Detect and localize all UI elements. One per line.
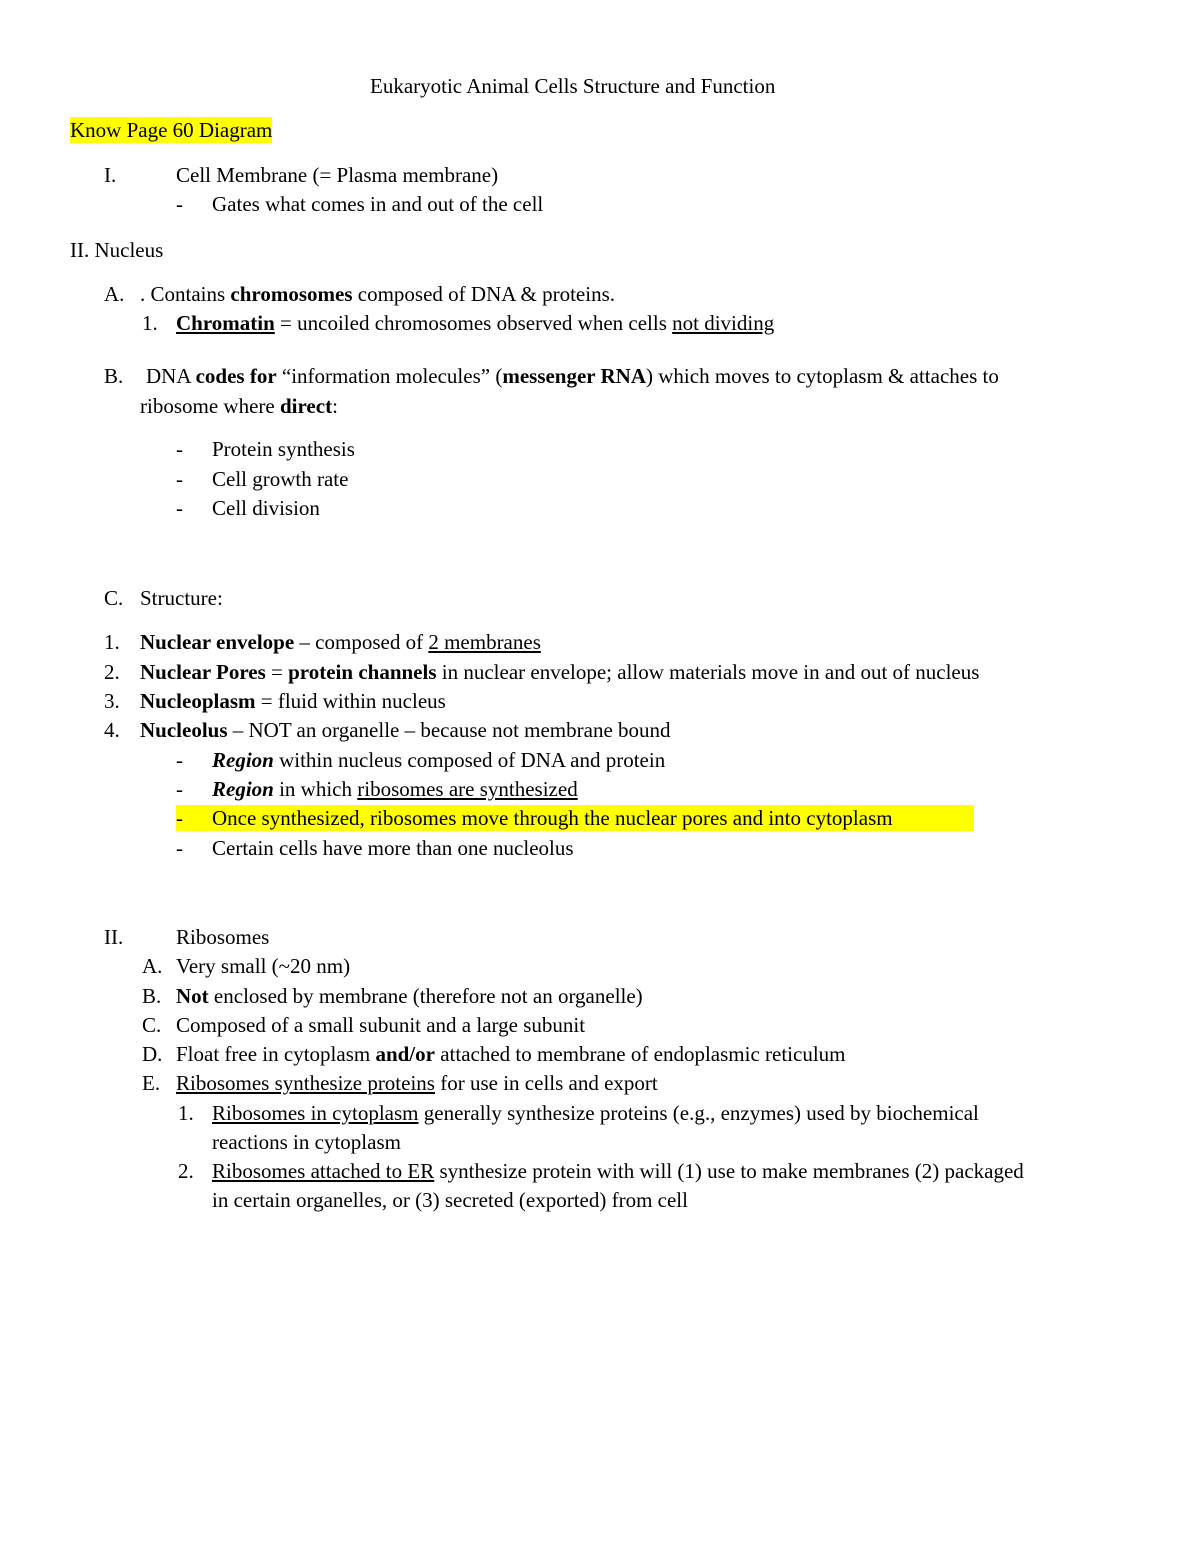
ribo-e-marker: E. — [142, 1071, 161, 1095]
list-item: Protein synthesis — [212, 437, 355, 461]
ribo-e2-text-cont: in certain organelles, or (3) secreted (exported) from cell — [212, 1188, 688, 1212]
bullet-dash: - — [176, 748, 183, 772]
section-3-heading: Ribosomes — [176, 925, 270, 949]
ribo-e1-text-cont: reactions in cytoplasm — [212, 1130, 401, 1154]
section-2-heading: II. Nucleus — [70, 238, 164, 262]
section-1-heading: Cell Membrane (= Plasma membrane) — [176, 163, 499, 187]
nucleolus-bullet-1: Region within nucleus composed of DNA and protein — [212, 748, 666, 772]
ribo-e2-text: Ribosomes attached to ER synthesize protein with will (1) use to make membranes (2) packaged — [212, 1159, 1024, 1183]
structure-item-2: Nuclear Pores = protein channels in nuclear envelope; allow materials move in and out of nucleus — [140, 660, 980, 684]
bullet-dash: - — [176, 496, 183, 520]
bullet-dash: - — [176, 437, 183, 461]
item-c-marker: C. — [104, 586, 124, 610]
know-note: Know Page 60 Diagram — [70, 118, 273, 142]
ribo-e-text: Ribosomes synthesize proteins for use in cells and export — [176, 1071, 658, 1095]
ribo-e1-marker: 1. — [178, 1101, 194, 1125]
section-1-bullet: Gates what comes in and out of the cell — [212, 192, 544, 216]
section-3-numeral: II. — [104, 925, 124, 949]
bullet-dash: - — [176, 777, 183, 801]
structure-num-1: 1. — [104, 630, 120, 654]
bullet-dash: - — [176, 467, 183, 491]
ribo-d-marker: D. — [142, 1042, 163, 1066]
ribo-b-text: Not enclosed by membrane (therefore not an organelle) — [176, 984, 643, 1008]
section-1-numeral: I. — [104, 163, 117, 187]
list-item: Cell growth rate — [212, 467, 349, 491]
item-a1-marker: 1. — [142, 311, 158, 335]
item-a-text: . Contains chromosomes composed of DNA & proteins. — [140, 282, 615, 306]
ribo-d-text: Float free in cytoplasm and/or attached to membrane of endoplasmic reticulum — [176, 1042, 846, 1066]
ribo-a-marker: A. — [142, 954, 163, 978]
ribo-e1-text: Ribosomes in cytoplasm generally synthesize proteins (e.g., enzymes) used by biochemical — [212, 1101, 979, 1125]
structure-num-2: 2. — [104, 660, 120, 684]
item-b-text: DNA codes for “information molecules” (messenger RNA) which moves to cytoplasm & attaches to — [146, 364, 999, 388]
page-title: Eukaryotic Animal Cells Structure and Function — [370, 74, 776, 98]
structure-item-1: Nuclear envelope – composed of 2 membranes — [140, 630, 541, 654]
ribo-c-marker: C. — [142, 1013, 162, 1037]
item-c-heading: Structure: — [140, 586, 223, 610]
item-a1-text: Chromatin = uncoiled chromosomes observed when cells not dividing — [176, 311, 775, 335]
nucleolus-bullet-4: Certain cells have more than one nucleolus — [212, 836, 574, 860]
ribo-e2-marker: 2. — [178, 1159, 194, 1183]
structure-num-3: 3. — [104, 689, 120, 713]
ribo-c-text: Composed of a small subunit and a large subunit — [176, 1013, 586, 1037]
bullet-dash: - — [176, 836, 183, 860]
item-b-text-cont: ribosome where direct: — [140, 394, 338, 418]
ribo-a-text: Very small (~20 nm) — [176, 954, 351, 978]
structure-num-4: 4. — [104, 718, 120, 742]
structure-item-3: Nucleoplasm = fluid within nucleus — [140, 689, 446, 713]
item-b-marker: B. — [104, 364, 124, 388]
nucleolus-bullet-3: - Once synthesized, ribosomes move through the nuclear pores and into cytoplasm — [176, 805, 974, 831]
ribo-b-marker: B. — [142, 984, 162, 1008]
bullet-dash: - — [176, 192, 183, 216]
structure-item-4: Nucleolus – NOT an organelle – because not membrane bound — [140, 718, 671, 742]
list-item: Cell division — [212, 496, 320, 520]
item-a-marker: A. — [104, 282, 125, 306]
nucleolus-bullet-2: Region in which ribosomes are synthesized — [212, 777, 578, 801]
